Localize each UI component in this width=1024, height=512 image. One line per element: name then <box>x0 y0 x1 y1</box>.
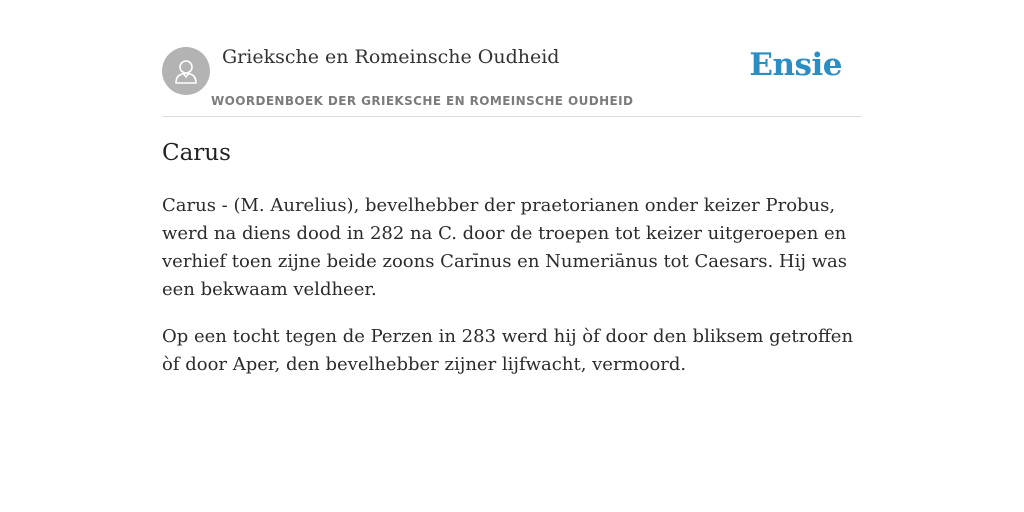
dictionary-subtitle[interactable]: WOORDENBOEK DER GRIEKSCHE EN ROMEINSCHE OUDHEID <box>211 94 634 108</box>
user-icon <box>171 56 201 86</box>
page-container <box>162 0 862 375</box>
article-paragraph: Carus - (M. Aurelius), bevelhebber der praetorianen onder keizer Probus, werd na diens dood in 282 na C. door de troepen tot keizer uitgeroepen en verhief toen zijne beide zoons Carīnus en Numeriānus tot Caesars. Hij was een bekwaam veldheer. <box>162 195 848 300</box>
page-title: Carus <box>162 140 231 166</box>
article-paragraph: Op een tocht tegen de Perzen in 283 werd hij òf door den bliksem getroffen òf door Aper, den bevelhebber zijner lijfwacht, vermoord. <box>162 326 854 375</box>
page-header <box>162 0 862 117</box>
ensie-logo[interactable]: Ensie <box>749 47 842 83</box>
author-name[interactable]: Grieksche en Romeinsche Oudheid <box>222 46 560 68</box>
avatar[interactable] <box>162 47 210 95</box>
